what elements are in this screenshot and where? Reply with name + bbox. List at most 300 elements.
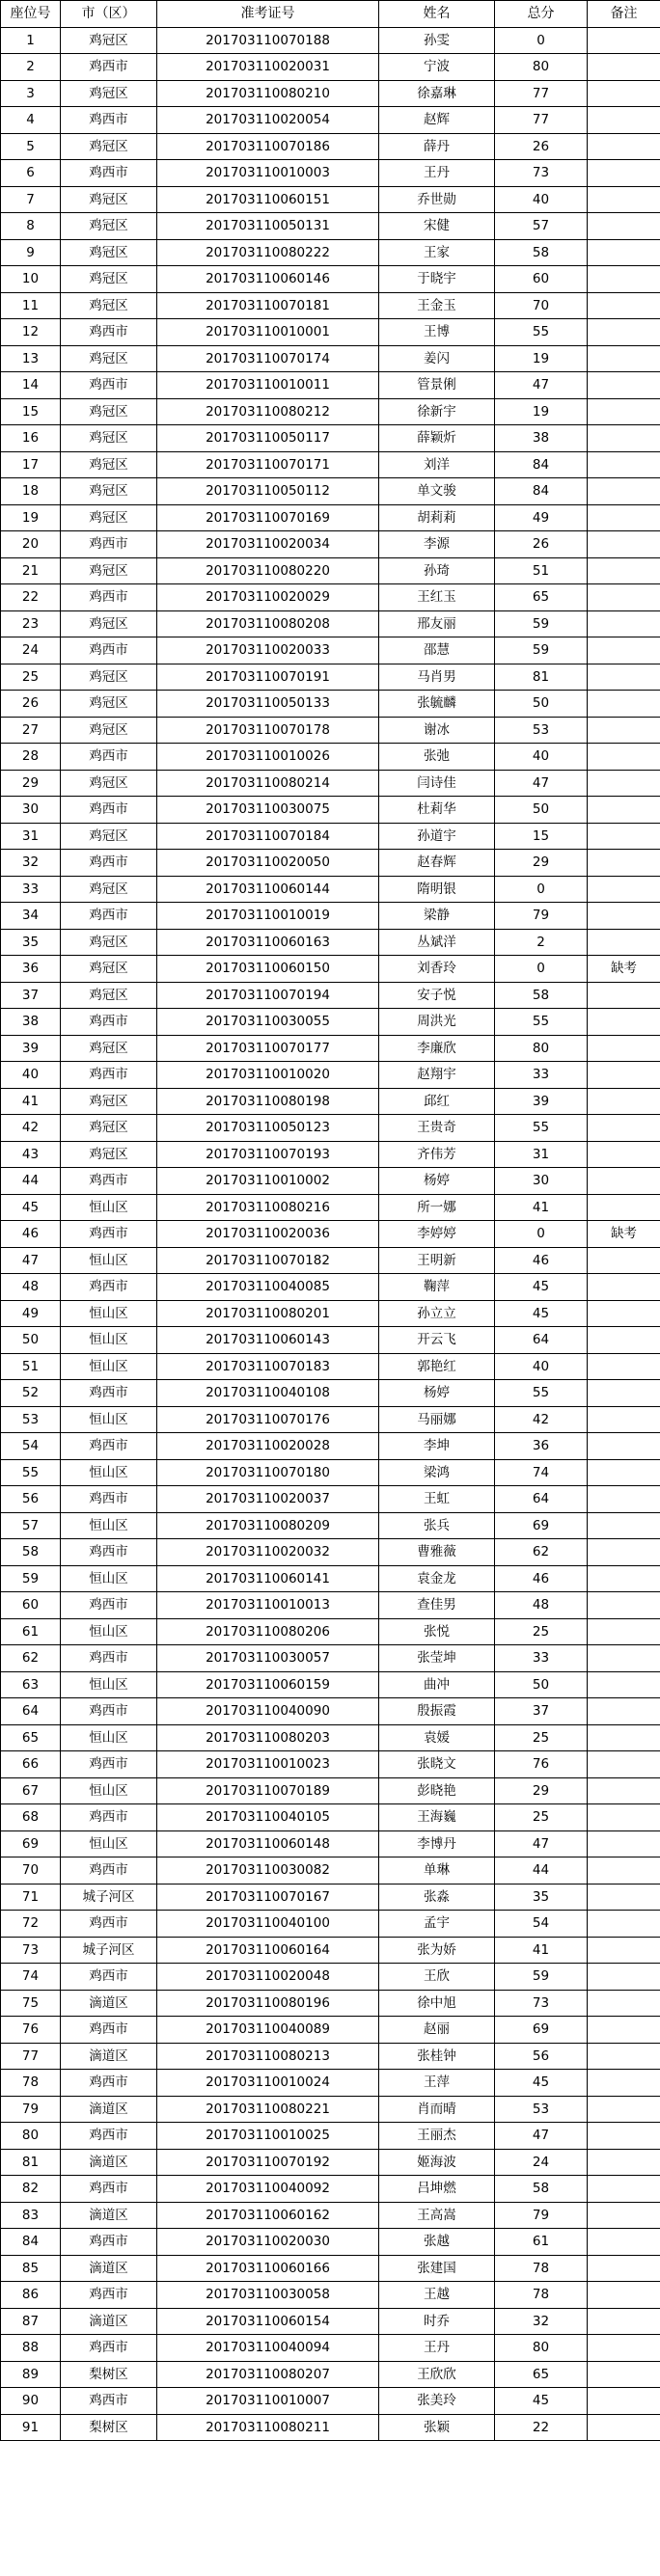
cell-city: 鸡冠区 [61,345,157,372]
cell-name: 马肖男 [379,664,495,691]
table-row [1,2176,660,2203]
cell-name: 隋明银 [379,876,495,903]
table-row [1,1380,660,1407]
cell-score: 57 [495,213,588,240]
cell-exam-id: 201703110070184 [157,823,379,850]
cell-seat: 38 [1,1009,61,1036]
cell-score: 54 [495,1911,588,1938]
cell-exam-id: 201703110040090 [157,1698,379,1725]
table-row [1,1300,660,1327]
cell-name: 李源 [379,531,495,558]
cell-seat: 16 [1,425,61,452]
cell-score: 45 [495,2388,588,2415]
cell-note [588,531,660,558]
cell-seat: 4 [1,107,61,134]
cell-note: 缺考 [588,956,660,983]
cell-exam-id: 201703110060154 [157,2308,379,2335]
table-row [1,982,660,1009]
table-row [1,1857,660,1885]
cell-name: 李婷婷 [379,1221,495,1248]
cell-name: 梁鸿 [379,1459,495,1486]
cell-note [588,1830,660,1857]
cell-seat: 25 [1,664,61,691]
table-row [1,54,660,81]
cell-note [588,2043,660,2070]
cell-score: 25 [495,1724,588,1751]
table-row [1,1168,660,1195]
table-row [1,1512,660,1539]
cell-note [588,1141,660,1168]
cell-city: 恒山区 [61,1724,157,1751]
cell-seat: 5 [1,133,61,160]
table-row [1,2017,660,2044]
cell-city: 恒山区 [61,1777,157,1804]
cell-score: 74 [495,1459,588,1486]
cell-exam-id: 201703110010003 [157,160,379,187]
cell-score: 31 [495,1141,588,1168]
cell-city: 鸡西市 [61,2229,157,2256]
cell-name: 吕坤燃 [379,2176,495,2203]
cell-exam-id: 201703110060162 [157,2202,379,2229]
table-row [1,1274,660,1301]
cell-exam-id: 201703110010020 [157,1062,379,1089]
cell-city: 鸡西市 [61,2388,157,2415]
cell-score: 65 [495,584,588,611]
cell-exam-id: 201703110020037 [157,1486,379,1513]
cell-exam-id: 201703110050117 [157,425,379,452]
table-row [1,80,660,107]
table-row [1,1327,660,1354]
cell-note [588,2388,660,2415]
table-row [1,239,660,266]
cell-score: 40 [495,744,588,771]
cell-name: 刘香玲 [379,956,495,983]
cell-exam-id: 201703110080210 [157,80,379,107]
table-row [1,2255,660,2282]
cell-seat: 42 [1,1115,61,1142]
cell-city: 鸡西市 [61,1009,157,1036]
cell-name: 徐嘉琳 [379,80,495,107]
cell-note [588,1857,660,1885]
cell-name: 杨婷 [379,1168,495,1195]
cell-city: 鸡西市 [61,1857,157,1885]
table-row [1,2096,660,2123]
cell-seat: 17 [1,451,61,478]
cell-seat: 74 [1,1964,61,1991]
cell-exam-id: 201703110010007 [157,2388,379,2415]
cell-seat: 45 [1,1194,61,1221]
cell-name: 王欣 [379,1964,495,1991]
table-row [1,1565,660,1592]
cell-city: 鸡西市 [61,1804,157,1831]
cell-score: 64 [495,1327,588,1354]
table-row [1,717,660,744]
cell-name: 郭艳红 [379,1353,495,1380]
cell-name: 曲冲 [379,1671,495,1698]
cell-note [588,691,660,718]
cell-city: 鸡西市 [61,1486,157,1513]
table-row [1,876,660,903]
cell-name: 单文骏 [379,478,495,505]
cell-exam-id: 201703110070188 [157,27,379,54]
cell-seat: 9 [1,239,61,266]
cell-name: 王金玉 [379,292,495,319]
cell-note [588,1592,660,1619]
cell-city: 鸡冠区 [61,664,157,691]
cell-exam-id: 201703110080211 [157,2414,379,2441]
cell-score: 45 [495,1274,588,1301]
cell-note [588,107,660,134]
cell-note [588,2255,660,2282]
cell-name: 袁媛 [379,1724,495,1751]
table-row [1,186,660,213]
cell-score: 35 [495,1884,588,1911]
cell-note [588,1433,660,1460]
cell-exam-id: 201703110070167 [157,1884,379,1911]
cell-note [588,1168,660,1195]
cell-city: 恒山区 [61,1247,157,1274]
cell-score: 49 [495,504,588,531]
cell-note [588,213,660,240]
table-row [1,1645,660,1672]
cell-name: 闫诗佳 [379,770,495,797]
cell-note [588,1512,660,1539]
cell-name: 鞠萍 [379,1274,495,1301]
cell-city: 恒山区 [61,1194,157,1221]
cell-city: 梨树区 [61,2361,157,2388]
cell-exam-id: 201703110070176 [157,1406,379,1433]
cell-name: 王明新 [379,1247,495,1274]
table-row [1,2335,660,2362]
cell-note [588,1618,660,1645]
cell-exam-id: 201703110020030 [157,2229,379,2256]
cell-exam-id: 201703110070169 [157,504,379,531]
table-row [1,292,660,319]
cell-score: 45 [495,1300,588,1327]
table-row [1,1115,660,1142]
cell-note [588,1539,660,1566]
cell-seat: 8 [1,213,61,240]
cell-name: 王家 [379,239,495,266]
cell-seat: 14 [1,372,61,399]
cell-city: 鸡冠区 [61,610,157,637]
cell-exam-id: 201703110060141 [157,1565,379,1592]
cell-score: 2 [495,929,588,956]
table-row [1,425,660,452]
cell-note [588,2308,660,2335]
cell-score: 50 [495,691,588,718]
cell-city: 鸡西市 [61,1911,157,1938]
cell-exam-id: 201703110060164 [157,1937,379,1964]
cell-seat: 71 [1,1884,61,1911]
table-row [1,1247,660,1274]
table-row [1,1937,660,1964]
cell-seat: 19 [1,504,61,531]
cell-name: 孙立立 [379,1300,495,1327]
cell-score: 79 [495,903,588,930]
table-row [1,1539,660,1566]
cell-exam-id: 201703110080212 [157,398,379,425]
cell-name: 张建国 [379,2255,495,2282]
cell-seat: 61 [1,1618,61,1645]
cell-score: 55 [495,1009,588,1036]
table-row [1,850,660,877]
cell-name: 丛斌洋 [379,929,495,956]
cell-seat: 6 [1,160,61,187]
cell-seat: 83 [1,2202,61,2229]
table-row [1,2070,660,2097]
cell-seat: 86 [1,2282,61,2309]
cell-seat: 20 [1,531,61,558]
cell-note [588,2202,660,2229]
table-row [1,1671,660,1698]
cell-city: 滴道区 [61,2255,157,2282]
cell-note [588,1671,660,1698]
cell-score: 78 [495,2282,588,2309]
cell-note [588,1353,660,1380]
cell-name: 胡莉莉 [379,504,495,531]
cell-name: 王欣欣 [379,2361,495,2388]
cell-exam-id: 201703110040094 [157,2335,379,2362]
cell-name: 邵慧 [379,637,495,664]
cell-score: 70 [495,292,588,319]
cell-exam-id: 201703110060143 [157,1327,379,1354]
cell-score: 26 [495,531,588,558]
cell-name: 张桂钟 [379,2043,495,2070]
table-row [1,1088,660,1115]
cell-score: 61 [495,2229,588,2256]
table-row [1,266,660,293]
table-row [1,2308,660,2335]
cell-exam-id: 201703110040108 [157,1380,379,1407]
cell-note [588,2414,660,2441]
table-row [1,744,660,771]
cell-seat: 32 [1,850,61,877]
cell-exam-id: 201703110010023 [157,1751,379,1778]
cell-city: 鸡冠区 [61,1115,157,1142]
cell-city: 鸡冠区 [61,1088,157,1115]
cell-name: 张淼 [379,1884,495,1911]
table-row [1,1724,660,1751]
cell-exam-id: 201703110070194 [157,982,379,1009]
cell-score: 76 [495,1751,588,1778]
cell-note [588,1937,660,1964]
cell-exam-id: 201703110020034 [157,531,379,558]
cell-name: 王丹 [379,2335,495,2362]
header-row [1,1,660,28]
cell-score: 33 [495,1645,588,1672]
cell-note [588,610,660,637]
cell-seat: 34 [1,903,61,930]
cell-score: 40 [495,186,588,213]
cell-name: 袁金龙 [379,1565,495,1592]
cell-exam-id: 201703110060163 [157,929,379,956]
cell-seat: 41 [1,1088,61,1115]
table-row [1,1964,660,1991]
cell-city: 滴道区 [61,2096,157,2123]
cell-seat: 57 [1,1512,61,1539]
cell-score: 53 [495,717,588,744]
cell-score: 47 [495,372,588,399]
cell-exam-id: 201703110060148 [157,1830,379,1857]
cell-score: 50 [495,797,588,824]
cell-seat: 12 [1,319,61,346]
cell-seat: 58 [1,1539,61,1566]
cell-name: 孟宇 [379,1911,495,1938]
cell-seat: 29 [1,770,61,797]
cell-note [588,80,660,107]
cell-note [588,1804,660,1831]
cell-city: 恒山区 [61,1565,157,1592]
cell-city: 鸡西市 [61,107,157,134]
cell-name: 李坤 [379,1433,495,1460]
cell-score: 41 [495,1937,588,1964]
cell-note [588,1115,660,1142]
cell-exam-id: 201703110010024 [157,2070,379,2097]
cell-city: 鸡西市 [61,1168,157,1195]
cell-city: 鸡冠区 [61,451,157,478]
table-row [1,1884,660,1911]
cell-city: 鸡西市 [61,531,157,558]
cell-seat: 79 [1,2096,61,2123]
cell-seat: 72 [1,1911,61,1938]
cell-name: 梁静 [379,903,495,930]
header-note: 备注 [588,1,660,28]
cell-city: 鸡冠区 [61,27,157,54]
cell-note [588,1009,660,1036]
cell-seat: 28 [1,744,61,771]
cell-exam-id: 201703110060159 [157,1671,379,1698]
cell-exam-id: 201703110080214 [157,770,379,797]
cell-city: 鸡冠区 [61,557,157,584]
cell-seat: 2 [1,54,61,81]
cell-score: 40 [495,1353,588,1380]
cell-city: 鸡冠区 [61,1035,157,1062]
table-row [1,903,660,930]
cell-city: 鸡西市 [61,1698,157,1725]
table-row [1,2123,660,2150]
cell-city: 鸡冠区 [61,876,157,903]
cell-note [588,239,660,266]
cell-seat: 54 [1,1433,61,1460]
cell-score: 55 [495,319,588,346]
cell-exam-id: 201703110020054 [157,107,379,134]
cell-exam-id: 201703110050131 [157,213,379,240]
cell-exam-id: 201703110060146 [157,266,379,293]
cell-score: 26 [495,133,588,160]
cell-note [588,929,660,956]
cell-score: 24 [495,2149,588,2176]
cell-city: 恒山区 [61,1830,157,1857]
cell-exam-id: 201703110020036 [157,1221,379,1248]
cell-score: 19 [495,345,588,372]
cell-seat: 67 [1,1777,61,1804]
cell-seat: 23 [1,610,61,637]
cell-score: 80 [495,2335,588,2362]
cell-exam-id: 201703110060144 [157,876,379,903]
cell-note [588,2335,660,2362]
cell-note [588,1990,660,2017]
cell-seat: 53 [1,1406,61,1433]
cell-exam-id: 201703110080208 [157,610,379,637]
cell-name: 彭晓艳 [379,1777,495,1804]
cell-city: 鸡冠区 [61,691,157,718]
cell-city: 鸡冠区 [61,504,157,531]
cell-seat: 40 [1,1062,61,1089]
header-score: 总分 [495,1,588,28]
cell-exam-id: 201703110050123 [157,1115,379,1142]
cell-city: 鸡西市 [61,744,157,771]
table-row [1,770,660,797]
table-row [1,345,660,372]
cell-score: 59 [495,637,588,664]
cell-exam-id: 201703110070193 [157,1141,379,1168]
cell-name: 宋健 [379,213,495,240]
cell-exam-id: 201703110030082 [157,1857,379,1885]
cell-seat: 26 [1,691,61,718]
cell-note [588,2096,660,2123]
cell-score: 0 [495,27,588,54]
cell-seat: 63 [1,1671,61,1698]
cell-note [588,1459,660,1486]
table-row [1,1406,660,1433]
cell-score: 77 [495,107,588,134]
cell-exam-id: 201703110080220 [157,557,379,584]
cell-city: 鸡冠区 [61,213,157,240]
cell-note [588,1062,660,1089]
cell-name: 赵春辉 [379,850,495,877]
table-row [1,797,660,824]
cell-score: 29 [495,1777,588,1804]
cell-note [588,1406,660,1433]
cell-seat: 43 [1,1141,61,1168]
cell-score: 84 [495,478,588,505]
cell-note [588,1194,660,1221]
cell-name: 谢冰 [379,717,495,744]
cell-city: 鸡西市 [61,1221,157,1248]
cell-note [588,1645,660,1672]
cell-name: 张美玲 [379,2388,495,2415]
table-row [1,531,660,558]
cell-note [588,425,660,452]
cell-score: 78 [495,2255,588,2282]
cell-city: 鸡西市 [61,2123,157,2150]
cell-score: 80 [495,1035,588,1062]
cell-note [588,478,660,505]
cell-score: 44 [495,1857,588,1885]
cell-note [588,2070,660,2097]
cell-score: 73 [495,160,588,187]
cell-name: 管景俐 [379,372,495,399]
cell-seat: 47 [1,1247,61,1274]
table-row [1,2229,660,2256]
cell-note [588,1964,660,1991]
cell-exam-id: 201703110070182 [157,1247,379,1274]
table-row [1,1194,660,1221]
cell-seat: 78 [1,2070,61,2097]
cell-seat: 60 [1,1592,61,1619]
cell-note [588,504,660,531]
cell-seat: 89 [1,2361,61,2388]
table-row [1,1486,660,1513]
table-row [1,2149,660,2176]
cell-note [588,637,660,664]
cell-exam-id: 201703110080198 [157,1088,379,1115]
cell-exam-id: 201703110020031 [157,54,379,81]
cell-note [588,2229,660,2256]
cell-note [588,823,660,850]
cell-exam-id: 201703110080216 [157,1194,379,1221]
